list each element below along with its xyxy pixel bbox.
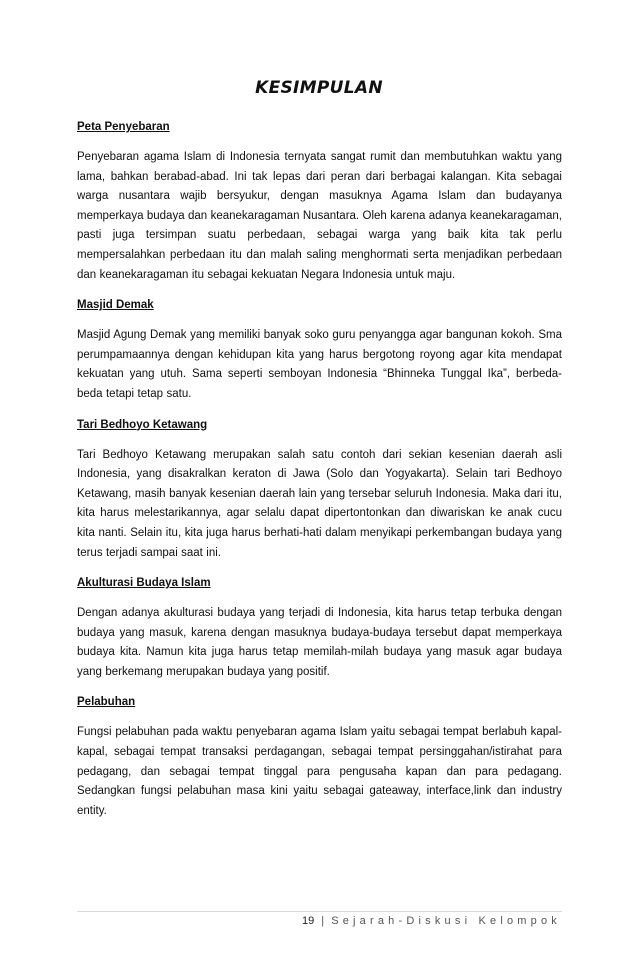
section-heading: Akulturasi Budaya Islam <box>77 577 211 590</box>
section-paragraph: Masjid Agung Demak yang memiliki banyak soko guru penyangga agar bangunan kokoh. Sma perumpamaannya dengan kehidupan kita yang harus bergotong royong agar kita mendapat kekuatan yang utuh. Sama seperti semboyan Indonesia “Bhinneka Tunggal Ika”, berbeda-beda tetapi tetap satu. <box>77 329 562 400</box>
footer-divider <box>77 911 562 912</box>
section-heading: Peta Penyebaran <box>77 121 170 133</box>
section-heading: Tari Bedhoyo Ketawang <box>77 418 208 431</box>
section-peta-penyebaran <box>77 120 562 285</box>
section-paragraph: Penyebaran agama Islam di Indonesia ternyata sangat rumit dan membutuhkan waktu yang lama, bahkan berabad-abad. Ini tak lepas dari peran dari berbagai kalangan. Kita sebagai warga nusantara wajib bersyukur, dengan masuknya Agama Islam dan budayanya memperkaya budaya dan keanekaragaman Nusantara. Oleh karena adanya keanekaragaman, pasti juga tersimpan suatu perbedaan, sebagai warga yang baik kita tak perlu mempersalahkan perbedaan itu dan malah saling menghormati serta menjadikan perbedaan dan keanekaragaman itu sebagai kekuatan Negara Indonesia untuk maju. <box>77 151 562 281</box>
section-paragraph: Tari Bedhoyo Ketawang merupakan salah satu contoh dari sekian kesenian daerah asli Indonesia, yang disakralkan keraton di Jawa (Solo dan Yogyakarta). Selain tari Bedhoyo Ketawang, masih banyak kesenian daerah lain yang tersebar seluruh Indonesia. Maka dari itu, kita harus melestarikannya, agar selalu dapat dipertontonkan dan diwariskan ke anak cucu kita nanti. Selain itu, kita juga harus berhati-hati dalam menyikapi perkembangan budaya yang terus terjadi sampai saat ini. <box>77 448 562 559</box>
section-pelabuhan <box>77 695 562 821</box>
section-masjid-demak <box>77 298 562 404</box>
section-paragraph: Dengan adanya akulturasi budaya yang terjadi di Indonesia, kita harus tetap terbuka dengan budaya yang masuk, karena dengan masuknya budaya-budaya tersebut dapat memperkaya budaya kita. Namun kita juga harus tetap memilah-milah budaya yang masuk agar budaya yang berkemang merupakan budaya yang positif. <box>77 607 562 678</box>
section-tari-bedhoyo-ketawang <box>77 418 562 564</box>
page-footer <box>302 915 561 927</box>
section-paragraph: Fungsi pelabuhan pada waktu penyebaran agama Islam yaitu sebagai tempat berlabuh kapal-kapal, sebagai tempat transaksi perdagangan, sebagai tempat persinggahan/istirahat para pedagang, dan sebagai tempat tinggal para pengusaha kapan dan para pedagang. Sedangkan fungsi pelabuhan masa kini yaitu sebagai gateaway, interface,link dan industry entity. <box>77 726 562 817</box>
footer-separator: | <box>321 915 325 927</box>
section-heading: Pelabuhan <box>77 696 136 709</box>
footer-label: Sejarah-Diskusi Kelompok <box>331 915 561 927</box>
section-akulturasi-budaya-islam <box>77 576 562 682</box>
section-heading: Masjid Demak <box>77 299 154 312</box>
page-number: 19 <box>301 915 315 927</box>
page-title: KESIMPULAN <box>255 78 383 98</box>
document-content <box>77 120 562 834</box>
